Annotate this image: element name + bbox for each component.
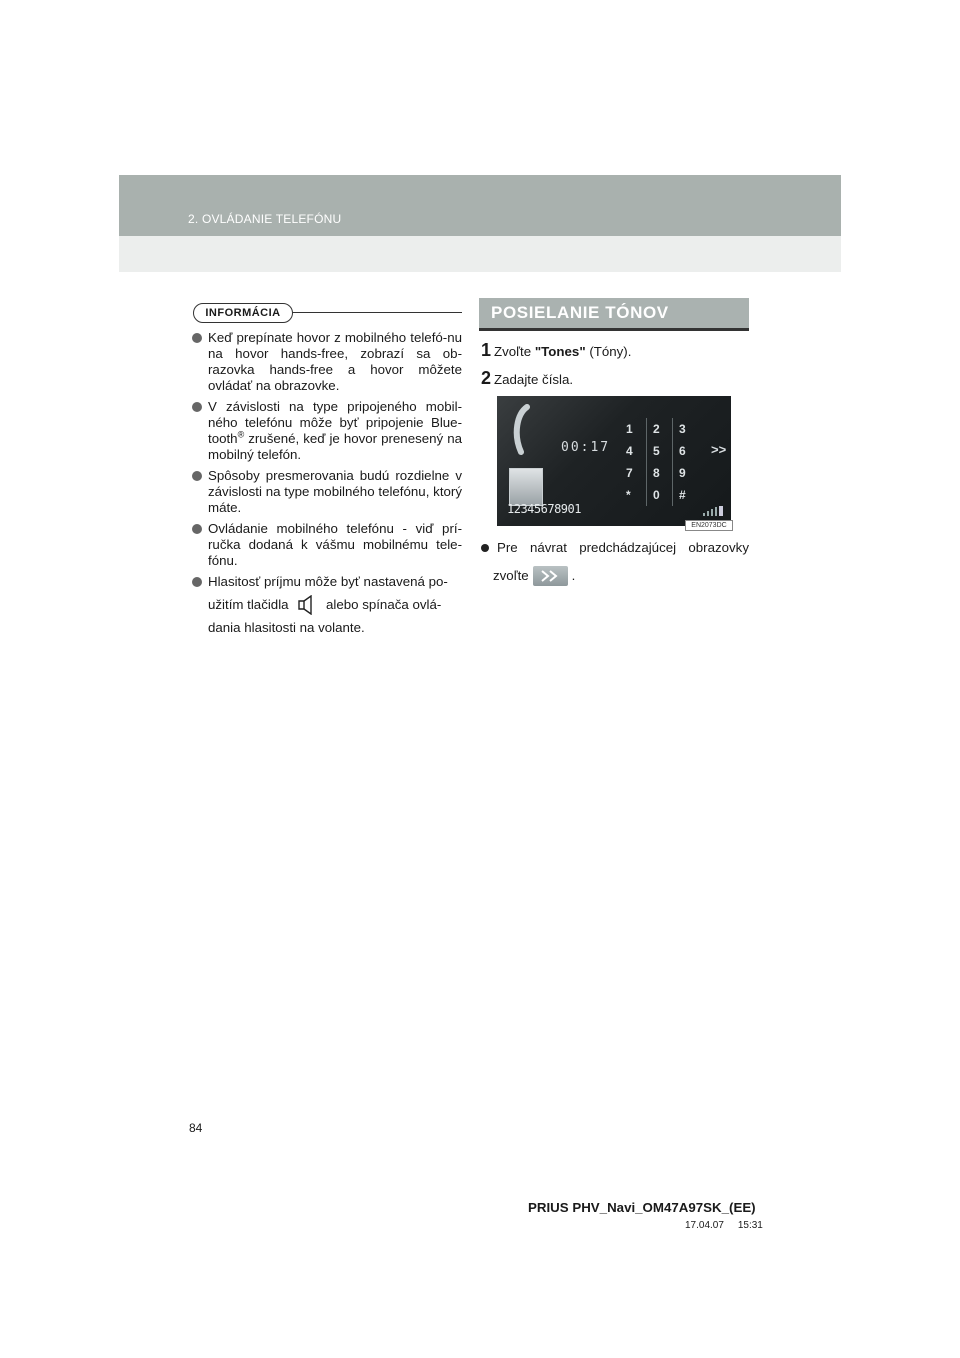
bullet-icon (192, 471, 202, 481)
header-band (119, 175, 841, 236)
key[interactable]: 5 (646, 440, 672, 462)
bullet-icon (481, 544, 489, 552)
key[interactable]: 6 (672, 440, 698, 462)
info-badge: INFORMÁCIA (193, 303, 293, 323)
return-word: obrazovky (688, 540, 749, 555)
info-item-text: užitím tlačidla (208, 597, 289, 612)
key[interactable]: 7 (626, 466, 633, 480)
return-word: zvoľte (493, 568, 529, 583)
doc-id: PRIUS PHV_Navi_OM47A97SK_(EE) (528, 1200, 756, 1215)
info-item-text: Hlasitosť príjmu môže byť nastavená po- (208, 574, 448, 589)
image-code: EN2073DC (685, 520, 733, 531)
info-item-text: dania hlasitosti na volante. (208, 620, 365, 635)
signal-icon (703, 506, 725, 516)
return-line (481, 534, 749, 562)
doc-date: 17.04.07 15:31 (685, 1220, 763, 1231)
bullet-icon (192, 402, 202, 412)
key[interactable]: # (672, 484, 698, 506)
bullet-icon (192, 524, 202, 534)
step-text: Zadajte čísla. (494, 372, 574, 387)
section-title: 2. OVLÁDANIE TELEFÓNU (188, 212, 342, 226)
info-item-text: V závislosti na type pripojeného mobil-ného telefónu môže byť pripojenie Blue-tooth (208, 399, 462, 446)
volume-button-icon (296, 595, 318, 615)
return-word-text: Pre (497, 540, 518, 555)
info-item (192, 330, 462, 394)
section-header (479, 298, 749, 331)
step-text-bold: "Tones" (534, 344, 586, 359)
phone-number: 12345678901 (507, 502, 581, 516)
key[interactable]: 2 (646, 418, 672, 440)
key[interactable]: 8 (646, 462, 672, 484)
key[interactable]: 1 (626, 422, 633, 436)
info-list (192, 330, 462, 641)
return-word: predchádzajúcej (579, 540, 677, 555)
section-header-title: POSIELANIE TÓNOV (491, 303, 669, 322)
key[interactable]: 9 (672, 462, 698, 484)
info-item-text: alebo spínača ovlá- (325, 597, 442, 612)
step-number: 2 (481, 368, 492, 388)
step-number: 1 (481, 340, 492, 360)
info-divider (292, 312, 462, 313)
key[interactable]: 0 (646, 484, 672, 506)
call-timer: 00:17 (561, 440, 611, 455)
info-item (192, 521, 462, 569)
dialpad-screenshot (497, 396, 731, 526)
info-item-text-tail: zrušené, keď je hovor prenesený na mobilný telefón. (208, 431, 462, 462)
avatar (509, 468, 543, 506)
info-item-text: Keď prepínate hovor z mobilného telefó-nu na hovor hands-free, zobrazí sa ob-razovka hands-free a hovor môžete ovládať na obrazovke. (208, 330, 462, 393)
return-word: . (571, 568, 576, 583)
key[interactable]: 4 (626, 444, 633, 458)
forward-arrow-icon (533, 566, 568, 586)
keypad (620, 418, 700, 502)
info-item (192, 468, 462, 516)
return-line (481, 562, 749, 590)
handset-icon (507, 404, 537, 456)
step-2 (481, 368, 573, 389)
step-text: (Tóny). (585, 344, 632, 359)
info-item-text: Spôsoby presmerovania budú rozdielne v závislosti na type mobilného telefónu, ktorý máte. (208, 468, 462, 515)
info-item-line (208, 590, 462, 620)
return-word (481, 534, 518, 562)
return-word: návrat (529, 540, 567, 555)
info-item (192, 399, 462, 463)
registered-mark: ® (237, 429, 245, 440)
key[interactable]: 3 (672, 418, 698, 440)
bullet-icon (192, 577, 202, 587)
step-text: Zvoľte (494, 344, 535, 359)
bullet-icon (192, 333, 202, 343)
page-number: 84 (189, 1121, 203, 1135)
key[interactable]: * (626, 488, 631, 502)
forward-button[interactable]: >> (711, 442, 727, 457)
info-item-text: Ovládanie mobilného telefónu - viď prí-ručka dodaná k vášmu mobilnému tele-fónu. (208, 521, 462, 568)
info-item-line (208, 620, 462, 636)
return-instruction (481, 534, 749, 590)
header-subband (119, 236, 841, 272)
step-1 (481, 340, 631, 361)
info-item (192, 574, 462, 636)
